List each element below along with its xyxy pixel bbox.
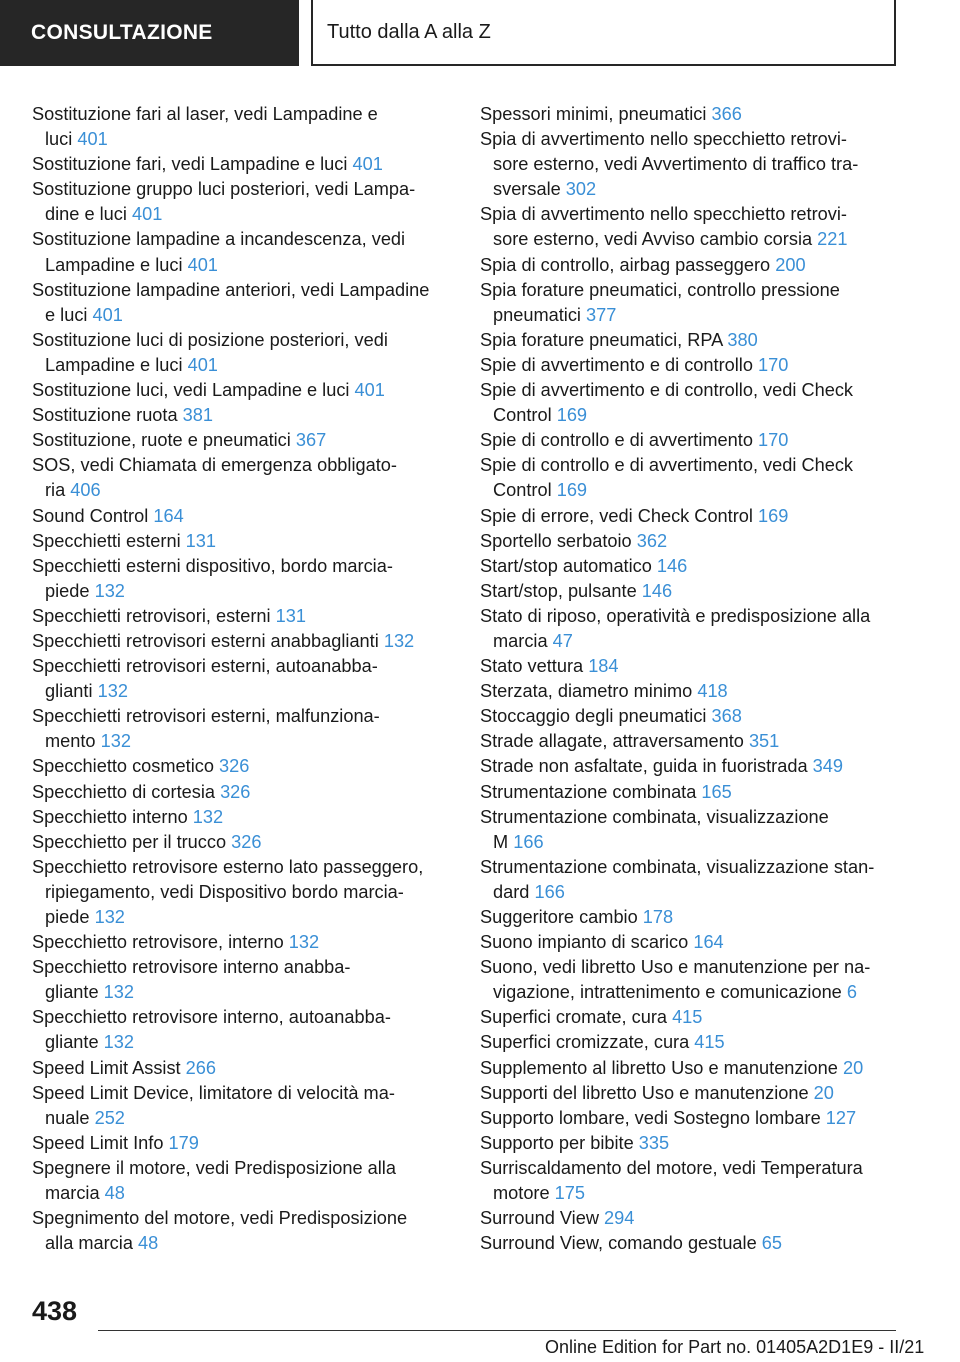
page-reference-link[interactable]: 401 xyxy=(187,354,218,375)
page-reference-link[interactable]: 326 xyxy=(231,831,262,852)
index-term: Spia forature pneumatici, RPA xyxy=(480,329,723,350)
index-entry xyxy=(32,102,452,152)
section-title: CONSULTAZIONE xyxy=(31,21,213,44)
index-entry xyxy=(32,504,452,529)
index-term: Strumentazione combinata, visualizzazione M xyxy=(480,806,829,852)
page-reference-link[interactable]: 418 xyxy=(697,681,728,702)
index-term: Stato vettura xyxy=(480,656,584,677)
page-reference-link[interactable]: 380 xyxy=(727,329,758,350)
page-reference-link[interactable]: 146 xyxy=(656,555,688,576)
page-reference-link[interactable]: 326 xyxy=(220,781,251,802)
index-term: Sostituzione ruota xyxy=(32,405,178,426)
index-term: Specchietti retrovisori esterni, malfunziona‐ mento xyxy=(32,706,380,752)
page-reference-link[interactable]: 170 xyxy=(758,430,789,451)
index-entry xyxy=(32,1206,452,1256)
index-term: Surround View, comando gestuale xyxy=(480,1233,757,1254)
index-entry xyxy=(480,604,900,654)
index-term: Stato di riposo, operatività e predisposizione alla marcia xyxy=(480,605,871,651)
page-reference-link[interactable]: 362 xyxy=(636,530,668,551)
index-term: Spia di avvertimento nello specchietto retrovi‐ sore esterno, vedi Avvertimento di traffico tra‐ sversale xyxy=(480,129,859,200)
index-term: Specchietti esterni dispositivo, bordo marcia‐ piede xyxy=(32,555,393,601)
index-term: Suono impianto di scarico xyxy=(480,932,689,953)
page-reference-link[interactable]: 127 xyxy=(825,1107,857,1128)
index-term: Sostituzione gruppo luci posteriori, vedi Lampa‐ dine e luci xyxy=(32,179,416,225)
page-reference-link[interactable]: 169 xyxy=(758,505,789,526)
index-entry xyxy=(480,780,900,805)
index-entry xyxy=(480,504,900,529)
index-entry xyxy=(480,1231,900,1256)
page-reference-link[interactable]: 48 xyxy=(138,1233,159,1254)
index-entry xyxy=(32,780,452,805)
index-term: Speed Limit Info xyxy=(32,1132,164,1153)
index-entry xyxy=(480,378,900,428)
page-reference-link[interactable]: 166 xyxy=(513,831,544,852)
index-entry xyxy=(32,278,452,328)
page-reference-link[interactable]: 179 xyxy=(168,1132,199,1153)
index-term: Sostituzione fari, vedi Lampadine e luci xyxy=(32,154,348,175)
page-reference-link[interactable]: 200 xyxy=(775,254,806,275)
page-reference-link[interactable]: 366 xyxy=(711,104,742,124)
page-reference-link[interactable]: 132 xyxy=(94,907,125,927)
index-entry xyxy=(480,428,900,453)
index-entry xyxy=(480,1056,900,1081)
page-reference-link[interactable]: 349 xyxy=(812,756,844,777)
index-entry xyxy=(32,529,452,554)
index-term: Start/stop, pulsante xyxy=(480,580,637,601)
index-entry xyxy=(32,754,452,779)
page-reference-link[interactable]: 351 xyxy=(748,731,780,752)
index-entry xyxy=(32,1005,452,1055)
page-reference-link[interactable]: 266 xyxy=(185,1057,217,1078)
index-term: Spegnimento del motore, vedi Predisposizione alla marcia xyxy=(32,1208,408,1254)
index-entry xyxy=(32,1056,452,1081)
page-reference-link[interactable]: 132 xyxy=(94,580,125,601)
index-term: Sostituzione, ruote e pneumatici xyxy=(32,430,291,451)
index-term: Specchietto retrovisore esterno lato passeggero, ripiegamento, vedi Dispositivo bordo marcia‐ piede xyxy=(32,856,424,927)
index-term: Spia forature pneumatici, controllo pressione pneumatici xyxy=(480,279,840,325)
page-reference-link[interactable]: 132 xyxy=(192,806,224,827)
index-term: Suono, vedi libretto Uso e manutenzione per na‐ vigazione, intrattenimento e comunicazione xyxy=(480,957,871,1003)
index-entry xyxy=(32,830,452,855)
page-reference-link[interactable]: 294 xyxy=(604,1208,635,1229)
index-entry xyxy=(480,805,900,855)
index-entry xyxy=(480,1206,900,1231)
index-term: Spia di avvertimento nello specchietto retrovi‐ sore esterno, vedi Avviso cambio corsia xyxy=(480,204,847,250)
page-reference-link[interactable]: 132 xyxy=(288,932,320,953)
index-term: Suggeritore cambio xyxy=(480,907,638,927)
index-term: Sterzata, diametro minimo xyxy=(480,681,693,702)
footer-divider xyxy=(98,1330,896,1331)
index-entry xyxy=(480,679,900,704)
index-term: Surriscaldamento del motore, vedi Temperatura motore xyxy=(480,1157,863,1204)
index-entry xyxy=(480,202,900,252)
index-term: Specchietto di cortesia xyxy=(32,781,215,802)
index-entry xyxy=(480,855,900,905)
index-term: Superfici cromizzate, cura xyxy=(480,1032,690,1053)
index-entry xyxy=(480,955,900,1005)
index-entry xyxy=(480,1005,900,1030)
index-term: Specchietto retrovisore interno, autoanabba‐ gliante xyxy=(32,1007,391,1053)
page-reference-link[interactable]: 415 xyxy=(694,1032,725,1053)
index-entry xyxy=(32,629,452,654)
page-reference-link[interactable]: 401 xyxy=(77,129,108,150)
index-entry xyxy=(32,1081,452,1131)
index-entry xyxy=(32,177,452,227)
index-entry xyxy=(480,1030,900,1055)
index-term: Specchietto per il trucco xyxy=(32,831,227,852)
index-entry xyxy=(480,529,900,554)
index-term: Specchietti retrovisori, esterni xyxy=(32,605,271,626)
page-reference-link[interactable]: 6 xyxy=(846,982,857,1003)
index-column-left xyxy=(32,102,452,1256)
index-term: Spie di avvertimento e di controllo, vedi Check Control xyxy=(480,380,854,426)
index-term: Sound Control xyxy=(32,505,149,526)
index-entry xyxy=(32,227,452,277)
page-reference-link[interactable]: 302 xyxy=(565,179,597,200)
page-reference-link[interactable]: 252 xyxy=(94,1107,125,1128)
index-entry xyxy=(480,905,900,930)
index-entry xyxy=(32,328,452,378)
index-entry xyxy=(480,328,900,353)
section-tab xyxy=(0,0,299,66)
page-reference-link[interactable]: 326 xyxy=(219,756,250,777)
page-reference-link[interactable]: 47 xyxy=(552,630,573,651)
index-term: Specchietto cosmetico xyxy=(32,756,214,777)
index-entry xyxy=(480,1106,900,1131)
page-reference-link[interactable]: 164 xyxy=(153,505,184,526)
index-term: Sostituzione fari al laser, vedi Lampadine e luci xyxy=(32,104,378,150)
page-reference-link[interactable]: 221 xyxy=(817,229,848,250)
index-term: Strade non asfaltate, guida in fuoristrada xyxy=(480,756,808,777)
page-reference-link[interactable]: 178 xyxy=(642,907,674,927)
page-reference-link[interactable]: 131 xyxy=(185,530,217,551)
index-entry xyxy=(32,1156,452,1206)
index-entry xyxy=(480,253,900,278)
index-entry xyxy=(480,1081,900,1106)
index-term: Supporto lombare, vedi Sostegno lombare xyxy=(480,1107,821,1128)
index-term: Spie di controllo e di avvertimento xyxy=(480,430,753,451)
index-entry xyxy=(480,1131,900,1156)
index-entry xyxy=(32,1131,452,1156)
index-term: Spessori minimi, pneumatici xyxy=(480,104,707,124)
index-entry xyxy=(32,654,452,704)
index-entry xyxy=(480,102,900,127)
index-entry xyxy=(32,955,452,1005)
index-entry xyxy=(32,604,452,629)
index-entry xyxy=(32,152,452,177)
page-reference-link[interactable]: 169 xyxy=(556,480,588,501)
index-entry xyxy=(480,554,900,579)
index-term: Specchietto interno xyxy=(32,806,188,827)
index-entry xyxy=(480,754,900,779)
index-entry xyxy=(480,930,900,955)
page-reference-link[interactable]: 335 xyxy=(638,1132,670,1153)
index-term: Specchietto retrovisore interno anabba‐ gliante xyxy=(32,957,351,1003)
index-entry xyxy=(32,855,452,930)
page-header xyxy=(0,0,960,66)
index-term: Superfici cromate, cura xyxy=(480,1007,667,1028)
index-term: Specchietti retrovisori esterni, autoanabba‐ glianti xyxy=(32,656,378,702)
index-entry xyxy=(32,378,452,403)
index-term: SOS, vedi Chiamata di emergenza obbligato‐ ria xyxy=(32,455,397,501)
page-reference-link[interactable]: 48 xyxy=(104,1183,125,1204)
index-entry xyxy=(480,654,900,679)
index-entry xyxy=(480,453,900,503)
index-term: Sostituzione lampadine a incandescenza, vedi Lampadine e luci xyxy=(32,229,406,275)
index-term: Spegnere il motore, vedi Predisposizione alla marcia xyxy=(32,1157,396,1204)
index-term: Strumentazione combinata xyxy=(480,781,697,802)
index-term: Supporto per bibite xyxy=(480,1132,634,1153)
page-reference-link[interactable]: 165 xyxy=(701,781,732,802)
index-term: Specchietti esterni xyxy=(32,530,181,551)
index-term: Stoccaggio degli pneumatici xyxy=(480,706,707,727)
page-reference-link[interactable]: 401 xyxy=(92,304,123,325)
index-term: Strumentazione combinata, visualizzazione stan‐ dard xyxy=(480,856,875,902)
index-entry xyxy=(32,403,452,428)
index-term: Speed Limit Assist xyxy=(32,1057,181,1078)
chapter-title: Tutto dalla A alla Z xyxy=(327,20,491,43)
page-reference-link[interactable]: 166 xyxy=(534,881,565,902)
page-reference-link[interactable]: 381 xyxy=(182,405,214,426)
page-reference-link[interactable]: 132 xyxy=(100,731,131,752)
page-reference-link[interactable]: 368 xyxy=(711,706,742,727)
index-entry xyxy=(480,1156,900,1206)
index-entry xyxy=(480,127,900,202)
index-term: Supporti del libretto Uso e manutenzione xyxy=(480,1082,809,1103)
page-reference-link[interactable]: 20 xyxy=(813,1082,834,1103)
page-reference-link[interactable]: 406 xyxy=(70,480,101,501)
page-reference-link[interactable]: 184 xyxy=(588,656,619,677)
index-entry xyxy=(32,930,452,955)
index-term: Strade allagate, attraversamento xyxy=(480,731,744,752)
index-entry xyxy=(32,554,452,604)
page-reference-link[interactable]: 401 xyxy=(187,254,218,275)
edition-footer: Online Edition for Part no. 01405A2D1E9 - II/21 xyxy=(545,1337,925,1357)
index-entry xyxy=(480,704,900,729)
page-reference-link[interactable]: 132 xyxy=(383,630,415,651)
index-entry xyxy=(480,729,900,754)
index-term: Spia di controllo, airbag passeggero xyxy=(480,254,771,275)
page-number: 438 xyxy=(32,1296,78,1326)
page-reference-link[interactable]: 164 xyxy=(693,932,724,953)
index-term: Sostituzione lampadine anteriori, vedi Lampadine e luci xyxy=(32,279,430,325)
page-reference-link[interactable]: 20 xyxy=(842,1057,864,1078)
index-entry xyxy=(480,353,900,378)
index-term: Specchietti retrovisori esterni anabbaglianti xyxy=(32,630,379,651)
page-reference-link[interactable]: 131 xyxy=(275,605,306,626)
index-term: Surround View xyxy=(480,1208,599,1229)
index-entry xyxy=(480,579,900,604)
chapter-header xyxy=(311,0,896,66)
index-entry xyxy=(32,428,452,453)
page-reference-link[interactable]: 146 xyxy=(641,580,673,601)
index-term: Sportello serbatoio xyxy=(480,530,632,551)
page-reference-link[interactable]: 132 xyxy=(103,1032,135,1053)
index-entry xyxy=(32,805,452,830)
page-reference-link[interactable]: 377 xyxy=(586,304,617,325)
page-reference-link[interactable]: 401 xyxy=(352,154,383,175)
page-reference-link[interactable]: 65 xyxy=(761,1233,782,1254)
index-term: Spie di avvertimento e di controllo xyxy=(480,354,753,375)
page-reference-link[interactable]: 401 xyxy=(354,380,385,401)
page-reference-link[interactable]: 367 xyxy=(295,430,327,451)
index-term: Spie di errore, vedi Check Control xyxy=(480,505,753,526)
index-entry xyxy=(480,278,900,328)
page-reference-link[interactable]: 169 xyxy=(556,405,588,426)
index-column-right xyxy=(480,102,900,1256)
page-reference-link[interactable]: 132 xyxy=(103,982,135,1003)
index-term: Sostituzione luci di posizione posteriori, vedi Lampadine e luci xyxy=(32,329,388,375)
page-reference-link[interactable]: 415 xyxy=(672,1007,703,1028)
index-term: Start/stop automatico xyxy=(480,555,652,576)
index-entry xyxy=(32,704,452,754)
index-term: Sostituzione luci, vedi Lampadine e luci xyxy=(32,380,350,401)
page-reference-link[interactable]: 175 xyxy=(554,1183,586,1204)
index-term: Speed Limit Device, limitatore di velocità ma‐ nuale xyxy=(32,1082,395,1128)
page-reference-link[interactable]: 170 xyxy=(758,354,789,375)
page-reference-link[interactable]: 401 xyxy=(131,204,163,225)
index-term: Specchietto retrovisore, interno xyxy=(32,932,284,953)
page-reference-link[interactable]: 132 xyxy=(97,681,128,702)
index-term: Spie di controllo e di avvertimento, vedi Check Control xyxy=(480,455,854,501)
index-term: Supplemento al libretto Uso e manutenzione xyxy=(480,1057,838,1078)
index-entry xyxy=(32,453,452,503)
